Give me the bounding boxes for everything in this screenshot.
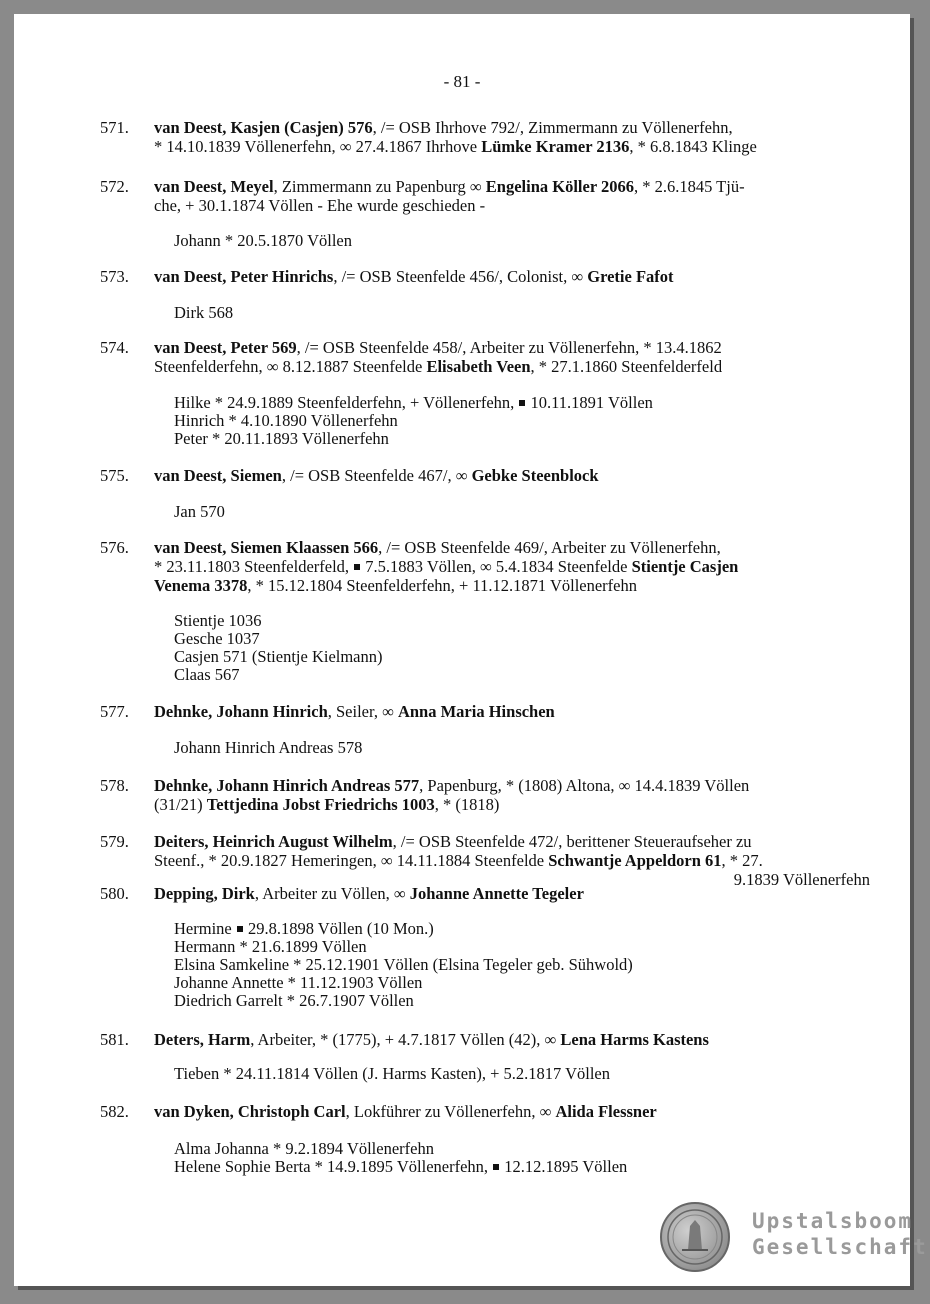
entry-line: van Deest, Peter 569, /= OSB Steenfelde 458/, Arbeiter zu Völlenerfehn, * 13.4.1862 <box>154 338 722 357</box>
entry-text <box>154 118 854 156</box>
entry-line: Depping, Dirk, Arbeiter zu Völlen, ∞ Johanne Annette Tegeler <box>154 884 584 903</box>
entry-line: van Deest, Siemen Klaassen 566, /= OSB Steenfelde 469/, Arbeiter zu Völlenerfehn, <box>154 538 721 557</box>
entry-number: 573. <box>100 267 129 286</box>
entry-text <box>154 177 854 215</box>
child-entry: Hermine 29.8.1898 Völlen (10 Mon.) <box>174 919 434 938</box>
burial-square-icon <box>354 564 360 570</box>
entry-text <box>154 267 854 286</box>
entry-text <box>154 1030 854 1049</box>
child-entry: Stientje 1036 <box>174 611 262 630</box>
children-list <box>174 612 383 684</box>
entry-number: 582. <box>100 1102 129 1121</box>
entry-number: 578. <box>100 776 129 795</box>
entry-number: 574. <box>100 338 129 357</box>
logo-text <box>752 1208 928 1260</box>
child-entry: Peter * 20.11.1893 Völlenerfehn <box>174 429 389 448</box>
entry-text <box>154 1102 854 1121</box>
child-entry: Diedrich Garrelt * 26.7.1907 Völlen <box>174 991 414 1010</box>
child-entry: Johann Hinrich Andreas 578 <box>174 738 363 757</box>
entry-number: 581. <box>100 1030 129 1049</box>
child-entry: Dirk 568 <box>174 303 234 322</box>
entry-line: che, + 30.1.1874 Völlen - Ehe wurde geschieden - <box>154 196 486 215</box>
children-list <box>174 232 352 250</box>
entry-line: van Dyken, Christoph Carl, Lokführer zu Völlenerfehn, ∞ Alida Flessner <box>154 1102 657 1121</box>
entry-text <box>154 832 870 889</box>
child-entry: Casjen 571 (Stientje Kielmann) <box>174 647 383 666</box>
entry-number: 571. <box>100 118 129 137</box>
logo-line-1: Upstalsboom <box>752 1209 914 1233</box>
entry-line: van Deest, Kasjen (Casjen) 576, /= OSB Ihrhove 792/, Zimmermann zu Völlenerfehn, <box>154 118 733 137</box>
entry-text <box>154 884 854 903</box>
entry-line: * 23.11.1803 Steenfelderfeld, 7.5.1883 Völlen, ∞ 5.4.1834 Steenfelde Stientje Casjen <box>154 557 739 576</box>
child-entry: Johann * 20.5.1870 Völlen <box>174 231 352 250</box>
entry-line: van Deest, Siemen, /= OSB Steenfelde 467/, ∞ Gebke Steenblock <box>154 466 599 485</box>
entry-number: 579. <box>100 832 129 851</box>
burial-square-icon <box>493 1164 499 1170</box>
entry-text <box>154 466 854 485</box>
entry-number: 575. <box>100 466 129 485</box>
entry-line: van Deest, Peter Hinrichs, /= OSB Steenfelde 456/, Colonist, ∞ Gretie Fafot <box>154 267 674 286</box>
entry-text <box>154 702 854 721</box>
entry-line: (31/21) Tettjedina Jobst Friedrichs 1003, * (1818) <box>154 795 500 814</box>
children-list <box>174 739 362 757</box>
children-list <box>174 394 653 448</box>
document-page <box>14 14 928 1286</box>
entry-line: Deters, Harm, Arbeiter, * (1775), + 4.7.1817 Völlen (42), ∞ Lena Harms Kastens <box>154 1030 709 1049</box>
child-entry: Jan 570 <box>174 502 225 521</box>
entry-line: Dehnke, Johann Hinrich Andreas 577, Papenburg, * (1808) Altona, ∞ 14.4.1839 Völlen <box>154 776 750 795</box>
entry-text <box>154 776 854 814</box>
entry-line: * 14.10.1839 Völlenerfehn, ∞ 27.4.1867 Ihrhove Lümke Kramer 2136, * 6.8.1843 Klinge <box>154 137 757 156</box>
society-logo <box>660 1202 928 1282</box>
entry-text <box>154 338 854 376</box>
seal-icon <box>660 1202 730 1272</box>
entry-number: 576. <box>100 538 129 557</box>
child-entry: Elsina Samkeline * 25.12.1901 Völlen (Elsina Tegeler geb. Sühwold) <box>174 955 633 974</box>
child-entry: Gesche 1037 <box>174 629 260 648</box>
entry-number: 580. <box>100 884 129 903</box>
entry-line: Steenfelderfehn, ∞ 8.12.1887 Steenfelde Elisabeth Veen, * 27.1.1860 Steenfelderfeld <box>154 357 723 376</box>
entry-line: van Deest, Meyel, Zimmermann zu Papenburg ∞ Engelina Köller 2066, * 2.6.1845 Tjü- <box>154 177 745 196</box>
child-entry: Claas 567 <box>174 665 240 684</box>
entry-line: Steenf., * 20.9.1827 Hemeringen, ∞ 14.11.1884 Steenfelde Schwantje Appeldorn 61, * 27. <box>154 851 763 870</box>
children-list <box>174 1065 610 1083</box>
children-list <box>174 920 633 1010</box>
child-entry: Hermann * 21.6.1899 Völlen <box>174 937 367 956</box>
burial-square-icon <box>237 926 243 932</box>
entry-line: Dehnke, Johann Hinrich, Seiler, ∞ Anna Maria Hinschen <box>154 702 555 721</box>
child-entry: Tieben * 24.11.1814 Völlen (J. Harms Kasten), + 5.2.1817 Völlen <box>174 1064 610 1083</box>
entry-line: Venema 3378, * 15.12.1804 Steenfelderfehn, + 11.12.1871 Völlenerfehn <box>154 576 637 595</box>
child-entry: Alma Johanna * 9.2.1894 Völlenerfehn <box>174 1139 434 1158</box>
child-entry: Hinrich * 4.10.1890 Völlenerfehn <box>174 411 398 430</box>
page-number: - 81 - <box>443 72 481 91</box>
entry-line: 9.1839 Völlenerfehn <box>733 870 870 889</box>
entry-number: 577. <box>100 702 129 721</box>
child-entry: Helene Sophie Berta * 14.9.1895 Völlenerfehn, 12.12.1895 Völlen <box>174 1157 628 1176</box>
burial-square-icon <box>519 400 525 406</box>
logo-line-2: Gesellschaft <box>752 1235 928 1259</box>
child-entry: Johanne Annette * 11.12.1903 Völlen <box>174 973 423 992</box>
entry-line: Deiters, Heinrich August Wilhelm, /= OSB Steenfelde 472/, berittener Steueraufseher zu <box>154 832 752 851</box>
children-list <box>174 503 225 521</box>
children-list <box>174 304 233 322</box>
entry-text <box>154 538 854 595</box>
entry-number: 572. <box>100 177 129 196</box>
children-list <box>174 1140 627 1176</box>
child-entry: Hilke * 24.9.1889 Steenfelderfehn, + Völlenerfehn, 10.11.1891 Völlen <box>174 393 653 412</box>
